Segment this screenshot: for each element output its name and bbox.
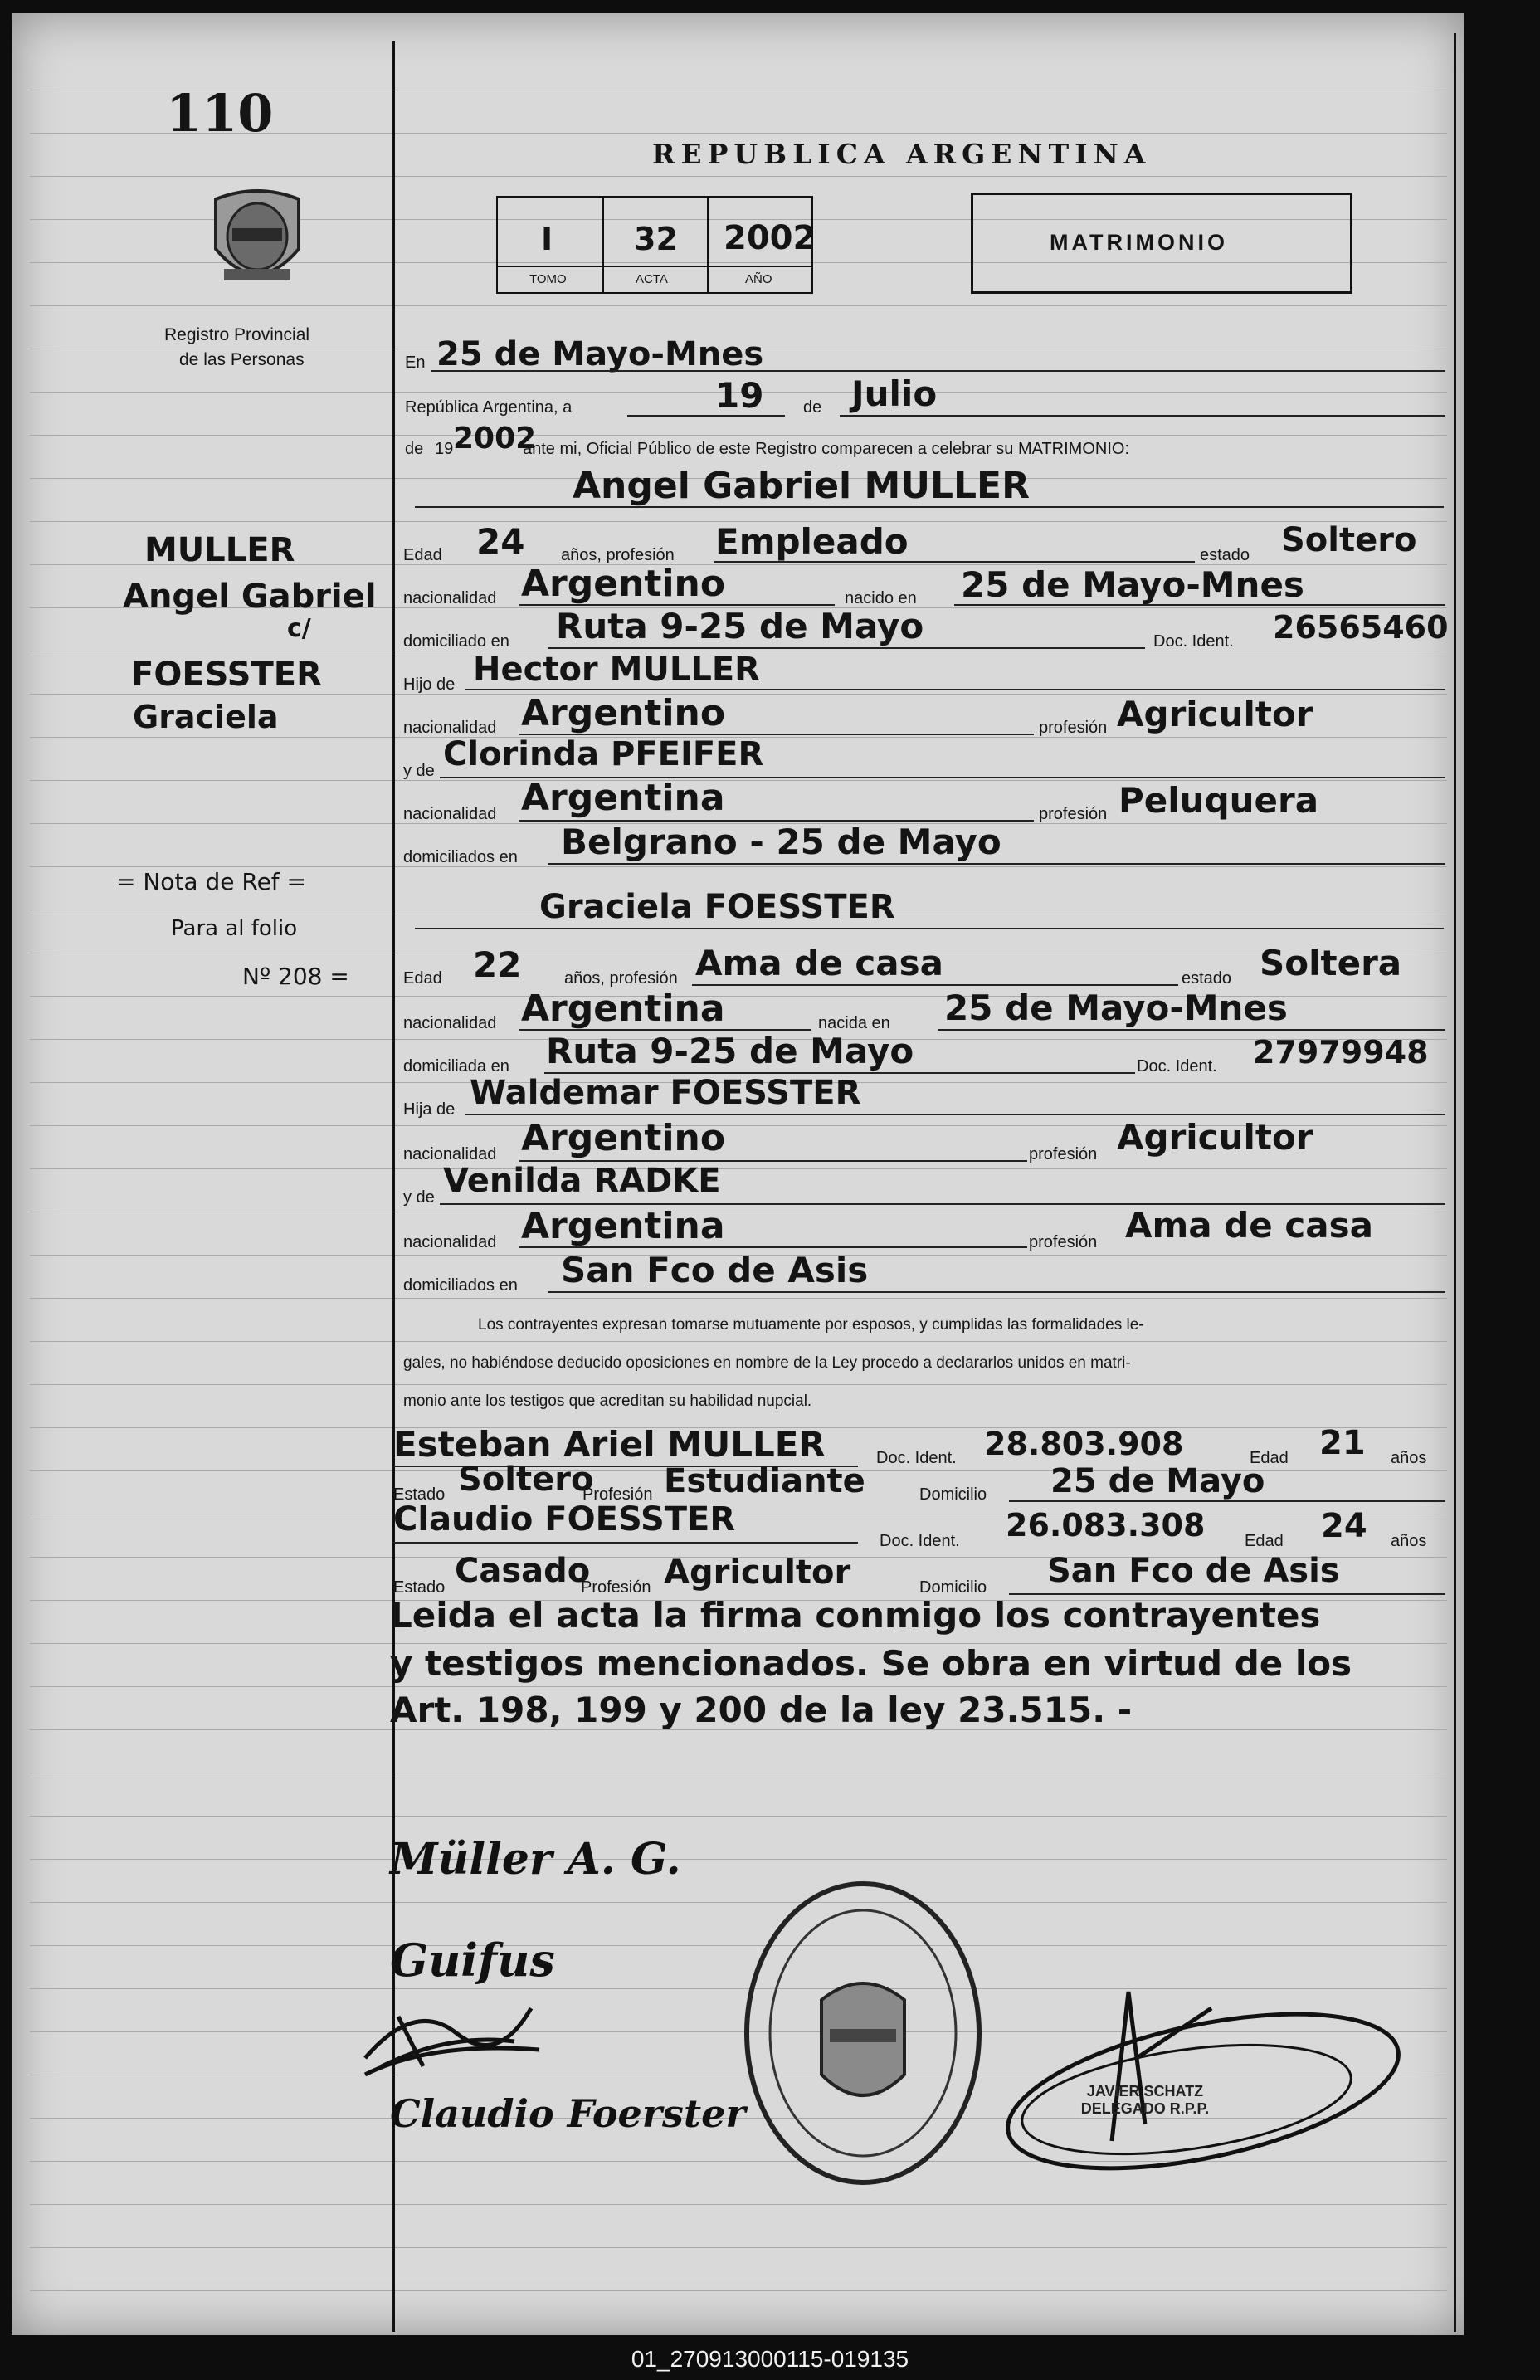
witness1-anos-label: años [1391,1449,1427,1467]
place-line [431,370,1445,372]
ano-label: AÑO [745,272,772,286]
bride-edad-label: Edad [403,969,442,988]
groom-father-label: Hijo de [403,675,456,694]
groom-doc: 26565460 [1273,609,1449,646]
registry-line-2: de las Personas [179,350,305,369]
groom-parents-dom-line [548,863,1445,865]
witness2-estado-label: Estado [393,1578,446,1597]
groom-doc-label: Doc. Ident. [1153,632,1234,651]
delegate-stamp: JAVIER SCHATZ DELEGADO R.P.P. [1080,2083,1210,2117]
tomo-label: TOMO [529,272,567,286]
signature-witness-1 [348,1983,548,2083]
declaration-line-3: monio ante los testigos que acreditan su habilidad nupcial. [403,1392,812,1410]
record-type-box [971,193,1352,294]
ano-value: 2002 [724,219,816,257]
groom-nac-label: nacionalidad [403,589,497,607]
bride-mother-nac-line [519,1246,1027,1248]
year: 2002 [453,422,537,456]
bride-father-label: Hija de [403,1100,456,1119]
official-seal-icon [738,1875,987,2191]
de2-label: de [405,440,424,458]
groom-edad-label: Edad [403,546,442,564]
bride-mother-prof-label: profesión [1029,1233,1098,1251]
groom-dom-label: domiciliado en [403,632,509,651]
bride-edad: 22 [473,944,522,985]
witness2-dom-label: Domicilio [919,1578,987,1597]
groom-dom: Ruta 9-25 de Mayo [556,606,924,646]
witness1-dom: 25 de Mayo [1050,1462,1265,1500]
declaration-line-2: gales, no habiéndose deducido oposiciones en nombre de la Ley procedo a declararlos unidos en matri- [403,1354,1131,1372]
ruled-line [30,1168,1447,1169]
witness1-edad: 21 [1319,1424,1366,1462]
witness2-name: Claudio FOESSTER [393,1500,736,1539]
ref-note-2: Para al folio [171,916,298,941]
witness2-estado: Casado [455,1552,591,1590]
bride-parents-dom-line [548,1291,1445,1293]
groom-father-line [465,689,1445,690]
groom-name: Angel Gabriel MULLER [573,465,1030,507]
ruled-line [30,1341,1447,1342]
groom-nacido-line [954,604,1445,606]
country-heading: REPUBLICA ARGENTINA [652,138,1152,170]
margin-name-3: c/ [287,614,311,643]
witness2-edad-label: Edad [1245,1532,1284,1550]
acta-label: ACTA [636,272,668,286]
year-prefix: 19 [435,440,454,458]
bride-estado-label: estado [1182,969,1232,988]
groom-parents-dom-label: domiciliados en [403,848,518,866]
day-line [627,415,785,417]
groom-mother-nac-label: nacionalidad [403,805,497,823]
de-label: de [803,398,822,417]
ruled-line [30,1384,1447,1385]
bride-mother-nac-label: nacionalidad [403,1233,497,1251]
witness1-profesion-label: Profesión [582,1485,653,1504]
day: 19 [715,375,764,416]
declaration-line-1: Los contrayentes expresan tomarse mutuamente por esposos, y cumplidas las formalidades le- [478,1316,1144,1334]
closing-line-1: Leida el acta la firma conmigo los contrayentes [390,1595,1321,1636]
tomo-acta-ano-box [496,196,816,294]
groom-name-line [415,506,1444,508]
image-filename: 01_270913000115-019135 [631,2346,909,2372]
signature-witness-2: Claudio Foerster [390,2091,746,2136]
witness2-anos-label: años [1391,1532,1427,1550]
bride-profesion-label: años, profesión [564,969,678,988]
bride-dom: Ruta 9-25 de Mayo [546,1031,914,1071]
acta-value: 32 [634,221,678,257]
shield-icon [203,183,311,299]
groom-mother-nac: Argentina [521,777,725,819]
groom-estado-label: estado [1200,546,1250,564]
bride-mother-nac: Argentina [521,1205,725,1247]
closing-line-3: Art. 198, 199 y 200 de la ley 23.515. - [390,1690,1133,1730]
bride-nacida-line [938,1029,1445,1031]
bride-mother-label: y de [403,1188,435,1207]
bride-mother-prof: Ama de casa [1125,1205,1373,1246]
groom-nacido-label: nacido en [845,589,917,607]
bride-doc-label: Doc. Ident. [1137,1057,1217,1075]
groom-mother-label: y de [403,762,435,780]
groom-edad: 24 [476,521,525,562]
tomo-value: I [541,221,553,257]
groom-mother-prof: Peluquera [1118,780,1319,821]
bride-nac-label: nacionalidad [403,1014,497,1032]
ruled-line [30,1859,1447,1860]
margin-name-2: Angel Gabriel [123,578,377,616]
ruled-line [30,1298,1447,1299]
ruled-line [30,2247,1447,2248]
witness2-profesion: Agricultor [664,1553,851,1592]
ruled-line [30,2204,1447,2205]
ref-note-1: = Nota de Ref = [116,868,307,895]
delegate-signature [996,1958,1411,2174]
ruled-line [30,435,1447,436]
groom-dom-line [548,647,1145,649]
margin-name-1: MULLER [144,531,295,569]
bride-doc: 27979948 [1253,1034,1429,1071]
witness2-dom: San Fco de Asis [1047,1552,1340,1590]
groom-nacido: 25 de Mayo-Mnes [961,564,1304,605]
groom-father-nac: Argentino [521,692,726,734]
bride-father-prof-label: profesión [1029,1145,1098,1163]
republica-label: República Argentina, a [405,398,573,417]
bride-mother: Venilda RADKE [443,1162,721,1200]
margin-name-5: Graciela [133,699,279,735]
bride-father: Waldemar FOESSTER [470,1074,861,1112]
witness1-estado: Soltero [458,1461,594,1499]
bride-nacida: 25 de Mayo-Mnes [944,988,1288,1028]
month-line [840,415,1445,417]
groom-nac: Argentino [521,563,726,605]
witness2-profesion-label: Profesión [581,1578,651,1597]
witness1-dom-label: Domicilio [919,1485,987,1504]
groom-father-prof-label: profesión [1039,719,1108,737]
bride-name-line [415,928,1444,929]
ruled-line [30,1686,1447,1687]
bride-nacida-label: nacida en [818,1014,890,1032]
margin-name-4: FOESSTER [131,656,322,694]
ruled-line [30,305,1447,306]
ruled-line [30,2290,1447,2291]
groom-parents-dom: Belgrano - 25 de Mayo [561,822,1001,862]
place: 25 de Mayo-Mnes [436,335,764,373]
month: Julio [851,373,938,414]
signature-groom: Müller A. G. [390,1834,681,1885]
bride-profesion: Ama de casa [695,943,943,983]
groom-father: Hector MULLER [473,651,760,689]
groom-profesion-line [714,561,1195,563]
bride-parents-dom: San Fco de Asis [561,1250,869,1290]
groom-father-nac-label: nacionalidad [403,719,497,737]
signature-bride: Guifus [390,1934,555,1987]
ruled-line [30,866,1447,867]
witness2-doc-label: Doc. Ident. [880,1532,960,1550]
witness2-doc: 26.083.308 [1006,1507,1206,1544]
closing-line-2: y testigos mencionados. Se obra en virtud de los [390,1643,1352,1684]
witness1-name: Esteban Ariel MULLER [393,1424,826,1465]
ref-note-3: Nº 208 = [242,963,349,990]
groom-father-prof: Agricultor [1117,694,1313,734]
witness1-edad-label: Edad [1250,1449,1289,1467]
groom-estado: Soltero [1281,521,1417,559]
page-number: 110 [166,83,274,144]
witness2-edad: 24 [1321,1507,1367,1545]
witness1-doc-label: Doc. Ident. [876,1449,957,1467]
bride-nac: Argentina [521,988,725,1030]
bride-name: Graciela FOESSTER [539,888,895,926]
bride-father-nac: Argentino [521,1117,726,1159]
bride-father-prof: Agricultor [1117,1117,1313,1158]
ruled-line [30,176,1447,177]
witness1-estado-label: Estado [393,1485,446,1504]
en-label: En [405,354,426,372]
witness2-name-line [393,1542,858,1544]
ruled-line [30,1816,1447,1817]
record-type: MATRIMONIO [1050,230,1228,255]
bride-parents-dom-label: domiciliados en [403,1276,518,1295]
registry-line-1: Registro Provincial [164,325,310,344]
bride-father-line [465,1114,1445,1115]
witness1-doc: 28.803.908 [984,1426,1184,1462]
witness1-dom-line [1009,1500,1445,1502]
groom-profesion: Empleado [715,521,909,562]
right-margin-line [1454,33,1456,2332]
bride-father-nac-label: nacionalidad [403,1145,497,1163]
groom-profesion-label: años, profesión [561,546,675,564]
groom-mother: Clorinda PFEIFER [443,735,764,773]
bride-dom-label: domiciliada en [403,1057,509,1075]
bride-profesion-line [692,984,1178,986]
bride-estado: Soltera [1260,943,1402,983]
groom-mother-prof-label: profesión [1039,805,1108,823]
intro-statement: ante mi, Oficial Público de este Registro comparecen a celebrar su MATRIMONIO: [523,440,1130,458]
witness1-profesion: Estudiante [664,1462,865,1500]
